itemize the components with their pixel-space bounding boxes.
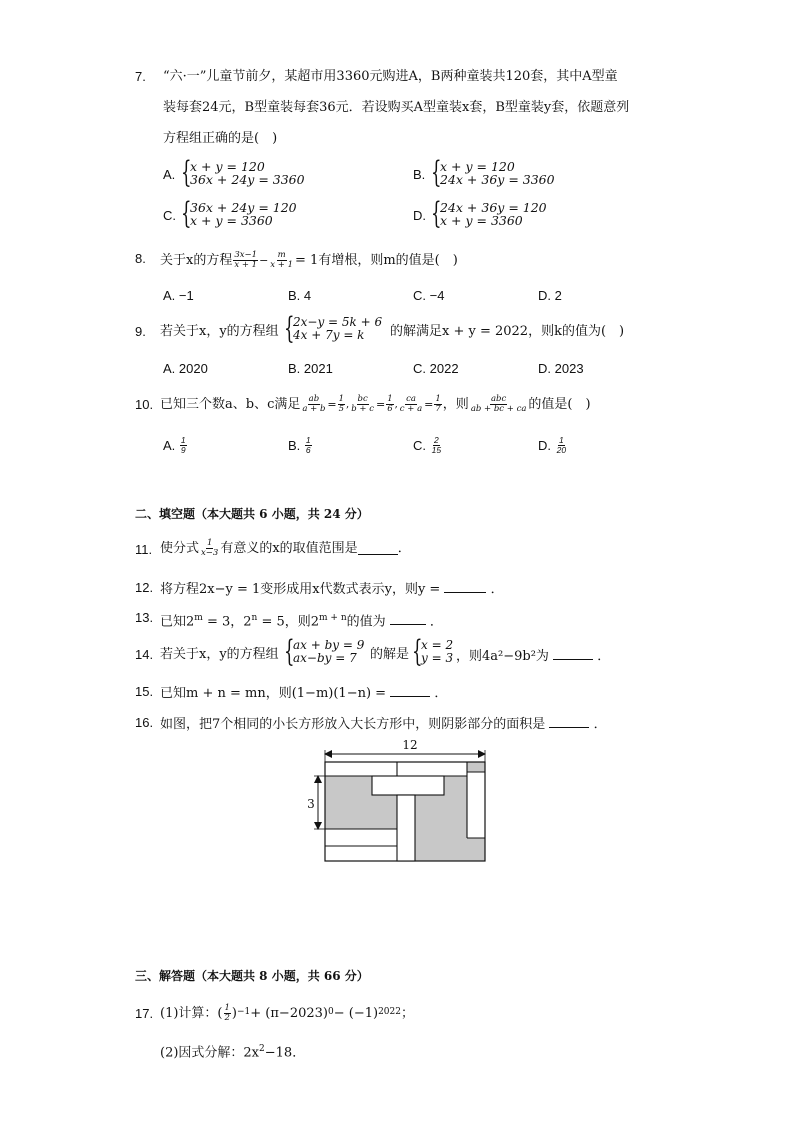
q9-stem-post: 的解满足x + y = 2022，则k的值为( ) [390, 324, 625, 339]
q7-option-b-label[interactable]: B. [413, 167, 426, 182]
width-label: 12 [402, 738, 418, 752]
q11-answer-blank[interactable] [358, 542, 398, 555]
q10-fraction-abc: $\frac{\text{abc}}{ab + bc + ca}$ [470, 394, 527, 414]
q10-fraction-1-6: $\frac{1}{6}$ [387, 394, 393, 414]
q7-stem-line3: 方程组正确的是( ) [163, 131, 278, 146]
q11-stem: 使分式 $\frac{1}{x-3}$ 有意义的x的取值范围是 ． [160, 538, 411, 558]
q14-stem-mid: 的解是 [370, 647, 410, 662]
brace-icon: { [284, 311, 295, 346]
q8-option-a[interactable]: A. −1 [163, 288, 194, 303]
q12-stem: 将方程2x−y = 1变形成用x代数式表示y，则y = ． [160, 582, 504, 597]
q14-solution: { x = 2 y = 3 [412, 634, 454, 669]
q13-number: 13. [135, 610, 154, 625]
q10-fraction-1-5: $\frac{1}{5}$ [338, 394, 345, 414]
brace-icon: { [181, 155, 192, 190]
q7-option-c-system: { 36x + 24y = 120 x + y = 3360 [181, 196, 297, 231]
q7-option-c-label[interactable]: C. [163, 208, 176, 223]
q14-system: { ax + by = 9 ax−by = 7 [284, 634, 365, 669]
q14-stem-post: ，则4a²−9b²为 ． [456, 649, 611, 664]
q17-number: 17. [135, 1006, 154, 1021]
q15-stem: 已知m + n = mn，则(1−m)(1−n) = ． [160, 686, 448, 701]
horizontal-small-rect-middle [372, 776, 444, 795]
q9-option-d[interactable]: D. 2023 [538, 361, 584, 376]
q11-fraction: $\frac{1}{x-3}$ [201, 538, 219, 558]
vertical-small-rect-center [397, 795, 415, 861]
q17-part2: (2)因式分解：$2x^2-18$． [160, 1044, 306, 1061]
q8-fraction-1: $\frac{3x-1}{x + 1}$ [234, 250, 258, 270]
q9-option-a[interactable]: A. 2020 [163, 361, 208, 376]
q9-number: 9. [135, 324, 146, 339]
q10-fraction-1-7: $\frac{1}{7}$ [435, 394, 441, 414]
q16-stem: 如图，把7个相同的小长方形放入大长方形中，则阴影部分的面积是 ． [160, 717, 607, 732]
q16-number: 16. [135, 715, 154, 730]
q9-stem-pre: 若关于x，y的方程组 [160, 324, 279, 339]
q8-option-c[interactable]: C. −4 [413, 288, 445, 303]
section-fill-in-heading: 二、填空题（本大题共 6 小题，共 24 分） [135, 507, 369, 521]
brace-icon: { [431, 155, 442, 190]
q7-option-a-system: { x + y = 120 36x + 24y = 3360 [181, 155, 305, 190]
q12-answer-blank[interactable] [444, 580, 486, 593]
q7-option-b-system: { x + y = 120 24x + 36y = 3360 [431, 155, 555, 190]
q10-option-c[interactable]: C. $\frac{2}{15}$ [413, 435, 442, 455]
q13-stem: 已知$2^m = 3$，$2^n = 5$，则$2^{m + n}$的值为 ． [160, 613, 443, 630]
q8-option-d[interactable]: D. 2 [538, 288, 562, 303]
q7-option-d-system: { 24x + 36y = 120 x + y = 3360 [431, 196, 547, 231]
q15-number: 15. [135, 684, 154, 699]
q10-option-b[interactable]: B. $\frac{1}{6}$ [288, 435, 311, 455]
brace-icon: { [431, 196, 442, 231]
q17-fraction-half: $\frac{1}{2}$ [224, 1003, 230, 1023]
q10-fraction-ab: $\frac{ab}{a + b}$ [302, 394, 326, 414]
rectangles-figure [300, 733, 500, 865]
q10-number: 10. [135, 397, 154, 412]
shaded-region-top-right [467, 762, 485, 772]
q10-option-d[interactable]: D. $\frac{1}{20}$ [538, 435, 567, 455]
section-solution-heading: 三、解答题（本大题共 8 小题，共 66 分） [135, 969, 369, 983]
q9-system: { 2x−y = 5k + 6 4x + 7y = k [284, 311, 383, 346]
q7-option-a-label[interactable]: A. [163, 167, 176, 182]
q7-number: 7. [135, 69, 146, 84]
q7-stem-line1: “六·一”儿童节前夕，某超市用3360元购进A，B两种童装共120套，其中A型童 [163, 69, 618, 84]
q14-stem-pre: 若关于x，y的方程组 [160, 647, 279, 662]
q9-option-b[interactable]: B. 2021 [288, 361, 333, 376]
q8-stem: 关于x的方程 $\frac{3x-1}{x + 1}$ − $\frac{m}{x + 1}$ = 1有增根，则m的值是( ) [160, 250, 458, 270]
brace-icon: { [181, 196, 192, 231]
q8-option-b[interactable]: B. 4 [288, 288, 312, 303]
q9-option-c[interactable]: C. 2022 [413, 361, 459, 376]
q14-number: 14. [135, 647, 154, 662]
q17-part1: (1)计算：( $\frac{1}{2}$ ) −1 + (π−2023) 0 − (−1) 2022 ； [160, 1003, 414, 1023]
brace-icon: { [412, 634, 423, 669]
q16-answer-blank[interactable] [549, 715, 589, 728]
q10-option-a[interactable]: A. $\frac{1}{9}$ [163, 435, 186, 455]
q14-answer-blank[interactable] [553, 647, 593, 660]
q7-option-d-label[interactable]: D. [413, 208, 426, 223]
q10-fraction-bc: $\frac{bc}{b + c}$ [351, 394, 374, 414]
height-label: 3 [307, 797, 315, 811]
q8-number: 8. [135, 251, 146, 266]
q13-answer-blank[interactable] [390, 612, 426, 625]
brace-icon: { [284, 634, 295, 669]
q11-number: 11. [135, 542, 153, 557]
q12-number: 12. [135, 580, 154, 595]
q7-stem-line2: 装每套24元，B型童装每套36元．若设购买A型童装x套，B型童装y套，依题意列 [163, 100, 630, 115]
vertical-small-rect-right [467, 772, 485, 838]
q10-fraction-ca: $\frac{ca}{c + a}$ [399, 394, 423, 414]
q10-stem: 已知三个数a、b、c满足 $\frac{ab}{a + b}$ = $\frac{1}{5}$ , $\frac{bc}{b + c}$ = $\frac{1}{6}$ , $\frac{ca}{c + a}$ = $\frac{1}{7}$ ，则 $\frac{\text{abc}}{ab + bc + ca}$ 的值是( ) [160, 394, 591, 414]
q8-fraction-2: $\frac{m}{x + 1}$ [270, 250, 294, 270]
q15-answer-blank[interactable] [390, 684, 430, 697]
